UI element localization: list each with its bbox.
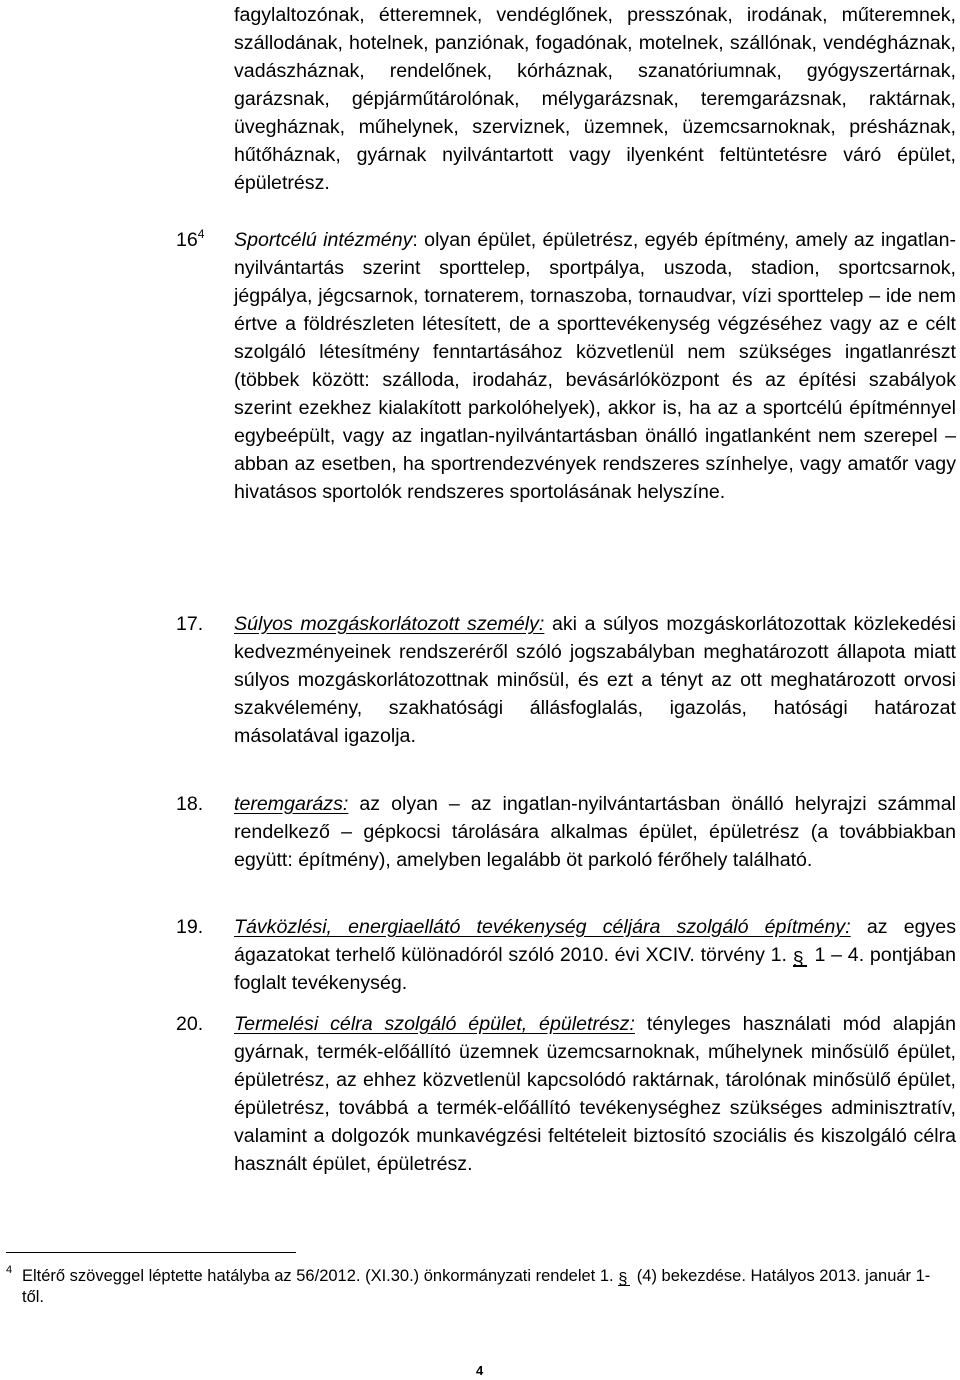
item-body: Sportcélú intézmény: olyan épület, épületrész, egyéb építmény, amely az ingatlan-nyilvántartás szerint sporttelep, sportpálya, uszoda, stadion, sportcsarnok, jégpálya, jégcsarnok, tornaterem, tornaszoba, tornaudvar, vízi sporttelep – ide nem értve a földrészleten létesített, de a sporttevékenység végzéséhez vagy az e célt szolgáló létesítmény fenntartásához közvetlenül nem szükséges ingatlanrészt (többek között: szálloda, irodaház, bevásárlóközpont és az építési szabályok szerint ezekhez kialakított parkolóhelyek), akkor is, ha az a sportcélú építménnyel egybeépült, vagy az ingatlan-nyilvántartásban önálló ingatlanként nem szerepel – abban az esetben, ha sportrendezvények rendszeres színhelye, vagy amatőr vagy hivatásos sportolók rendszeres sportolásának helyszíne. (234, 229, 957, 503)
term-sulyos-mozgaskorlatozott: Súlyos mozgáskorlátozott személy: (234, 613, 545, 635)
section-sign-icon: § (793, 945, 807, 967)
definition-text: olyan épület, épületrész, egyéb építmény, amely az ingatlan-nyilvántartás szerint sporttelep, sportpálya, uszoda, stadion, sportcsarnok, jégpálya, jégcsarnok, tornaterem, tornaszoba, tornaudvar, vízi sporttelep – ide nem értve a földrészleten létesített, de a sporttevékenység végzéséhez vagy az e célt szolgáló létesítmény fenntartásához közvetlenül nem szükséges ingatlanrészt (többek között: szálloda, irodaház, bevásárlóközpont és az építési szabályok szerint ezekhez kialakított parkolóhelyek), akkor is, ha az a sportcélú építménnyel egybeépült, vagy az ingatlan-nyilvántartásban önálló ingatlanként nem szerepel – abban az esetben, ha sportrendezvények rendszeres színhelye, vagy amatőr vagy hivatásos sportolók rendszeres sportolásának helyszíne. (234, 229, 957, 503)
item-body (234, 790, 956, 874)
footnote-text: Eltérő szöveggel léptette hatályba az 56/2012. (XI.30.) önkormányzati rendelet 1. § (4) bekezdése. Hatályos 2013. január 1-től. (22, 1267, 931, 1306)
item-number: 19. (176, 916, 204, 938)
item-body (234, 610, 956, 750)
definition-text: aki a súlyos mozgáskorlátozottak közlekedési kedvezményeinek rendszeréről szóló jogszabályban meghatározott állapota miatt súlyos mozgáskorlátozottnak minősül, és ezt a tényt az ott meghatározott orvosi szakvélemény, szakhatósági állásfoglalás, igazolás, hatósági határozat másolatával igazolja. (234, 613, 957, 747)
item-number: 17. (176, 613, 204, 635)
term-sportcelu-intezmeny: Sportcélú intézmény (234, 229, 413, 251)
definition-item-16 (176, 226, 956, 506)
definition-item-19 (176, 913, 956, 997)
term-tavkozlesi-epitmeny: Távközlési, energiaellátó tevékenység céljára szolgáló építmény: (234, 916, 851, 938)
footnote-reference[interactable]: 4 (197, 227, 205, 241)
footnote-separator (6, 1252, 296, 1253)
page-number: 4 (476, 1363, 484, 1378)
definition-item-17 (176, 610, 956, 750)
term-termelesi-celra-szolgalo: Termelési célra szolgáló épület, épületrész: (234, 1013, 635, 1035)
term-teremgarazs: teremgarázs: (234, 793, 349, 815)
item-number: $16^4$ (176, 227, 205, 251)
definition-text: az olyan – az ingatlan-nyilvántartásban önálló helyrajzi számmal rendelkező – gépkocsi tárolására alkalmas épület, épületrész (a továbbiakban együtt: építmény), amelyben legalább öt parkoló férőhely található. (234, 793, 956, 871)
item-body: Távközlési, energiaellátó tevékenység céljára szolgáló építmény: az egyes ágazatokat terhelő különadóról szóló 2010. évi XCIV. törvény 1. § 1 – 4. pontjában foglalt tevékenység. (234, 916, 956, 994)
item-body (234, 1010, 956, 1178)
definition-item-18 (176, 790, 956, 874)
item-number: 18. (176, 793, 204, 815)
footnote-mark: 4 (6, 1264, 13, 1276)
continuation-paragraph: fagylaltozónak, étteremnek, vendéglőnek, presszónak, irodának, műteremnek, szállodának, hotelnek, panziónak, fogadónak, motelnek, szállónak, vendégháznak, vadászháznak, rendelőnek, kórháznak, szanatóriumnak, gyógyszertárnak, garázsnak, gépjárműtárolónak, mélygarázsnak, teremgarázsnak, raktárnak, üvegháznak, műhelynek, szerviznek, üzemnek, üzemcsarnoknak, présháznak, hűtőháznak, gyárnak nyilvántartott vagy ilyenként feltüntetésre váró épület, épületrész. (234, 4, 956, 194)
definition-item-20 (176, 1010, 956, 1178)
section-sign-icon: § (618, 1269, 630, 1286)
footnote (6, 1266, 946, 1308)
definition-text: tényleges használati mód alapján gyárnak, termék-előállító üzemnek üzemcsarnoknak, műhelynek minősülő épület, épületrész, az ehhez közvetlenül kapcsolódó raktárnak, tárolónak minősülő épület, épületrész, továbbá a termék-előállító tevékenységhez szükséges adminisztratív, valamint a dolgozók munkavégzési feltételeit biztosító szociális és kiszolgáló célra használt épület, épületrész. (234, 1013, 956, 1175)
item-number: 20. (176, 1013, 204, 1035)
